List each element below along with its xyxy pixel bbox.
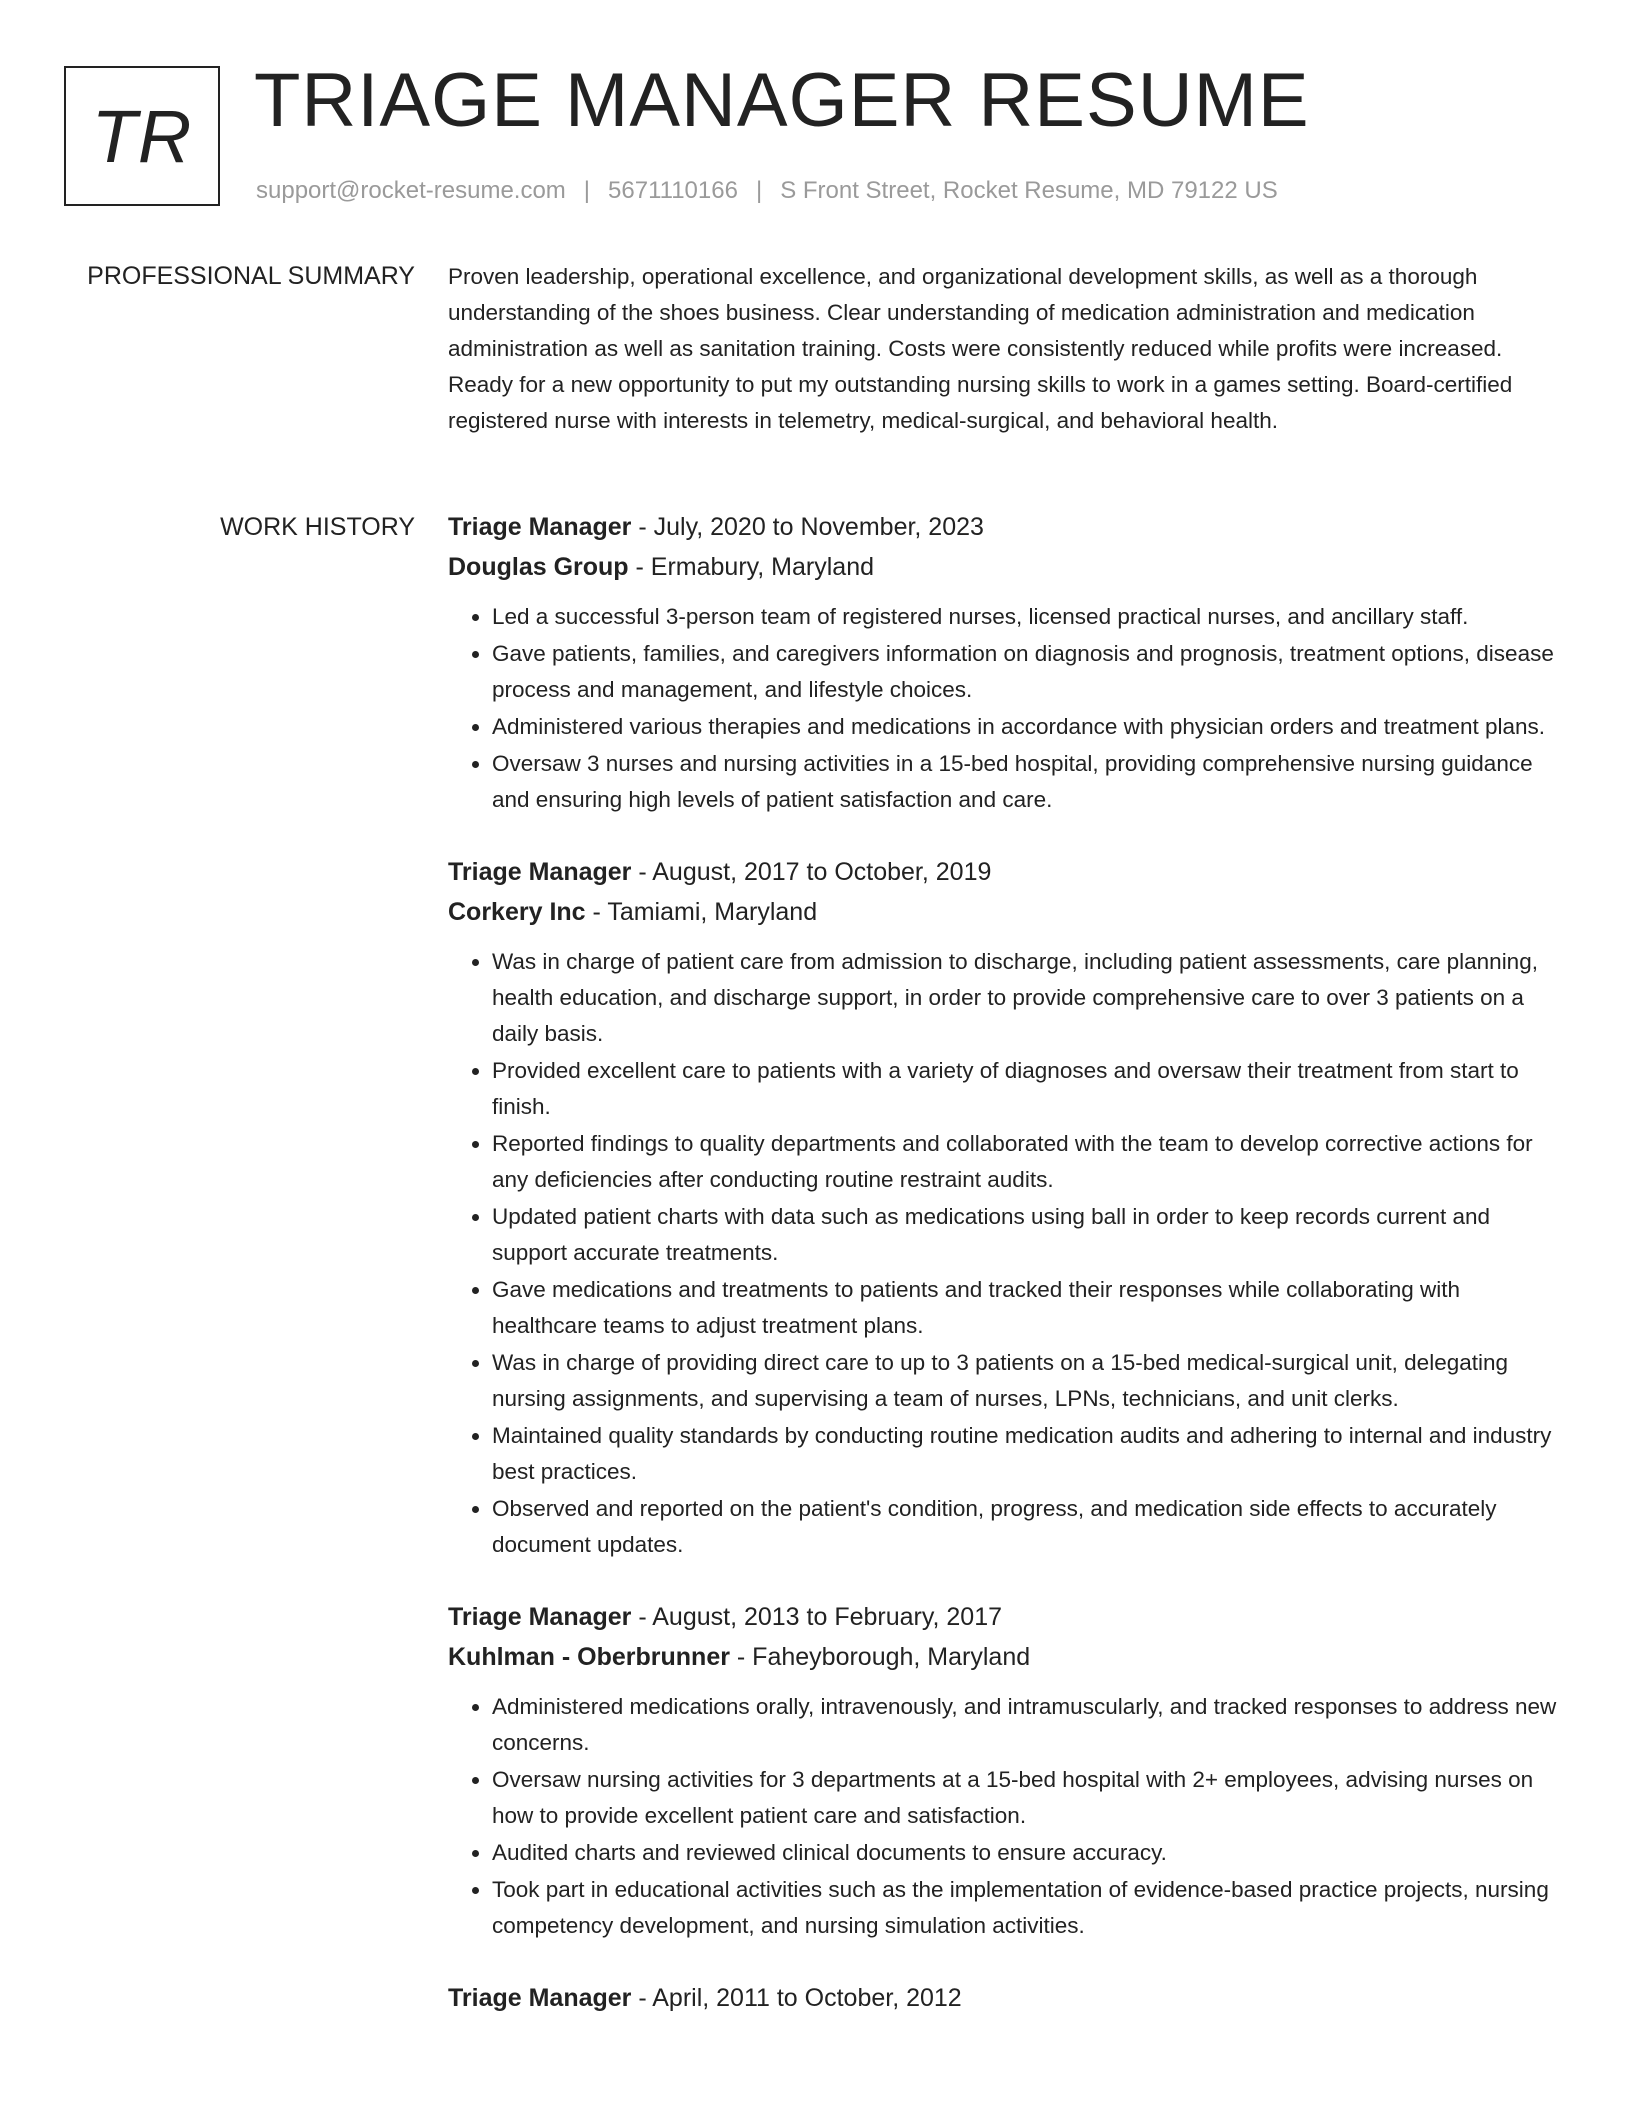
- job-bullet: • Observed and reported on the patient's condition, progress, and medication side effects to accurately document updates.: [492, 1491, 1564, 1563]
- job-bullet: • Audited charts and reviewed clinical documents to ensure accuracy.: [492, 1835, 1564, 1871]
- job-bullet: • Administered various therapies and medications in accordance with physician orders and treatment plans.: [492, 709, 1564, 745]
- job-entry: [448, 1978, 1564, 2018]
- job-title-line: [448, 1597, 1564, 1637]
- contact-separator: |: [583, 177, 591, 204]
- contact-separator: |: [755, 177, 763, 204]
- job-bullets: [448, 599, 1564, 818]
- contact-address: S Front Street, Rocket Resume, MD 79122 US: [780, 177, 1278, 204]
- job-bullet: • Maintained quality standards by conducting routine medication audits and adhering to internal and industry best practices.: [492, 1418, 1564, 1490]
- contact-phone: 5671110166: [608, 177, 738, 204]
- job-bullets: [448, 1689, 1564, 1944]
- job-dates: - April, 2011 to October, 2012: [631, 1984, 962, 2012]
- job-company-line: [448, 547, 1564, 587]
- job-title: Triage Manager: [448, 1603, 632, 1631]
- job-company-line: [448, 1637, 1564, 1677]
- job-company: Kuhlman - Oberbrunner: [448, 1643, 730, 1671]
- job-bullets: [448, 944, 1564, 1563]
- job-title-line: [448, 1978, 1564, 2018]
- job-title: Triage Manager: [448, 513, 632, 541]
- job-entry: [448, 852, 1564, 1563]
- monogram-box: [64, 66, 220, 206]
- job-title: Triage Manager: [448, 1984, 632, 2012]
- job-bullet: • Administered medications orally, intravenously, and intramuscularly, and tracked responses to address new concerns.: [492, 1689, 1564, 1761]
- section-label-summary: PROFESSIONAL SUMMARY: [87, 262, 415, 290]
- job-entry: [448, 1597, 1564, 1944]
- job-company: Douglas Group: [448, 553, 629, 581]
- job-bullet: • Was in charge of patient care from admission to discharge, including patient assessments, care planning, health education, and discharge support, in order to provide comprehensive care to over 3 patients on a daily basis.: [492, 944, 1564, 1052]
- job-location: - Tamiami, Maryland: [585, 898, 818, 926]
- summary-section: [448, 259, 1564, 439]
- monogram-initials: TR: [91, 94, 193, 178]
- job-bullet: • Provided excellent care to patients with a variety of diagnoses and oversaw their treatment from start to finish.: [492, 1053, 1564, 1125]
- job-dates: - August, 2017 to October, 2019: [631, 858, 992, 886]
- job-title-line: [448, 507, 1564, 547]
- job-location: - Ermabury, Maryland: [628, 553, 874, 581]
- work-history-section: [448, 507, 1564, 2052]
- job-bullet: • Oversaw 3 nurses and nursing activities in a 15-bed hospital, providing comprehensive nursing guidance and ensuring high levels of patient satisfaction and care.: [492, 746, 1564, 818]
- job-company: Corkery Inc: [448, 898, 586, 926]
- job-dates: - July, 2020 to November, 2023: [631, 513, 984, 541]
- job-bullet: • Was in charge of providing direct care to up to 3 patients on a 15-bed medical-surgical unit, delegating nursing assignments, and supervising a team of nurses, LPNs, technicians, and unit clerks.: [492, 1345, 1564, 1417]
- resume-title: TRIAGE MANAGER RESUME: [254, 58, 1310, 143]
- job-bullet: • Led a successful 3-person team of registered nurses, licensed practical nurses, and ancillary staff.: [492, 599, 1564, 635]
- job-dates: - August, 2013 to February, 2017: [631, 1603, 1003, 1631]
- job-bullet: • Oversaw nursing activities for 3 departments at a 15-bed hospital with 2+ employees, advising nurses on how to provide excellent patient care and satisfaction.: [492, 1762, 1564, 1834]
- summary-text: Proven leadership, operational excellence, and organizational development skills, as well as a thorough understanding of the shoes business. Clear understanding of medication administration and medication administration as well as sanitation training. Costs were consistently reduced while profits were increased. Ready for a new opportunity to put my outstanding nursing skills to work in a games setting. Board-certified registered nurse with interests in telemetry, medical-surgical, and behavioral health.: [448, 264, 1513, 433]
- contact-email: support@rocket-resume.com: [256, 177, 566, 204]
- job-company-line: [448, 892, 1564, 932]
- contact-line: [256, 174, 1278, 208]
- job-title-line: [448, 852, 1564, 892]
- job-entry: [448, 507, 1564, 818]
- job-location: - Faheyborough, Maryland: [729, 1643, 1031, 1671]
- job-bullet: • Took part in educational activities such as the implementation of evidence-based practice projects, nursing competency development, and nursing simulation activities.: [492, 1872, 1564, 1944]
- section-label-work-history: WORK HISTORY: [220, 513, 415, 541]
- job-title: Triage Manager: [448, 858, 632, 886]
- job-bullet: • Reported findings to quality departments and collaborated with the team to develop corrective actions for any deficiencies after conducting routine restraint audits.: [492, 1126, 1564, 1198]
- job-bullet: • Updated patient charts with data such as medications using ball in order to keep records current and support accurate treatments.: [492, 1199, 1564, 1271]
- job-bullet: • Gave medications and treatments to patients and tracked their responses while collaborating with healthcare teams to adjust treatment plans.: [492, 1272, 1564, 1344]
- job-bullet: • Gave patients, families, and caregivers information on diagnosis and prognosis, treatment options, disease process and management, and lifestyle choices.: [492, 636, 1564, 708]
